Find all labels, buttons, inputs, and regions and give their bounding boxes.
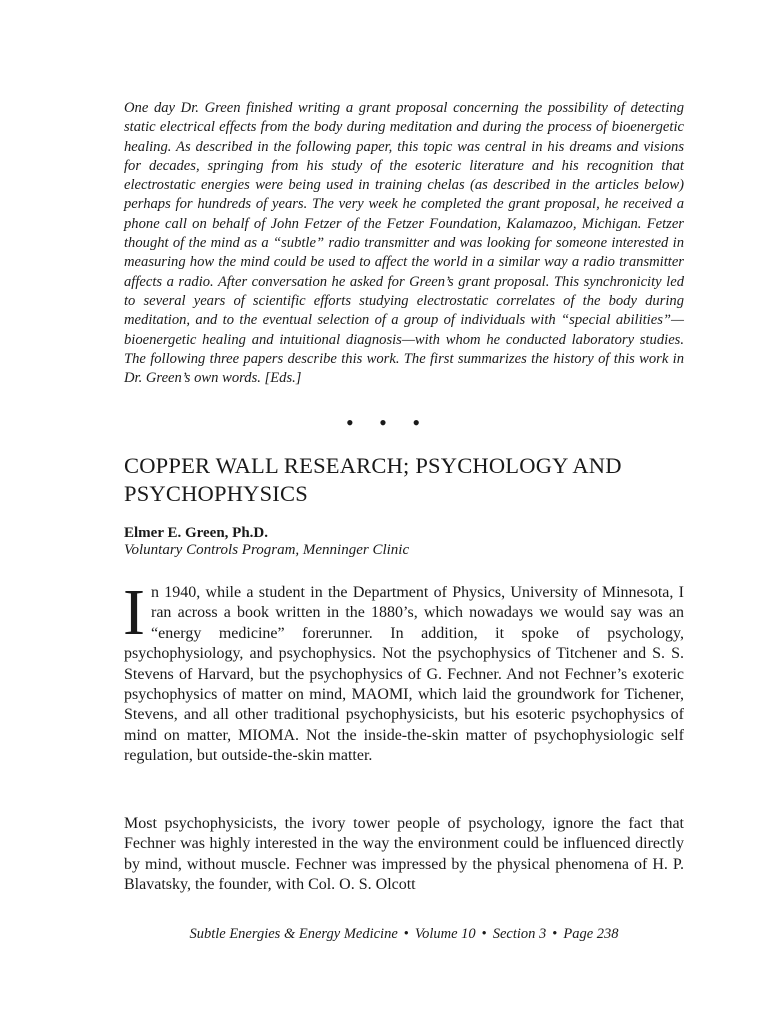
footer-bullet: • <box>481 926 487 942</box>
article-title: COPPER WALL RESEARCH; PSYCHOLOGY AND PSYCHOPHYSICS <box>124 453 622 506</box>
footer-journal: Subtle Energies & Energy Medicine <box>189 926 398 942</box>
footer-section: Section 3 <box>492 926 547 942</box>
body-paragraph-2: Most psychophysicists, the ivory tower people of psychology, ignore the fact that Fechner was highly interested in the way the environment could be influenced directly by mind, without muscle. Fechner was impressed by the physical phenomena of H. P. Blavatsky, the founder, with Col. O. S. Olcott <box>124 815 684 894</box>
footer-volume: Volume 10 <box>414 926 476 942</box>
footer-page: Page 238 <box>563 926 619 942</box>
author-affiliation: Voluntary Controls Program, Menninger Clinic <box>124 542 410 558</box>
section-separator: • • • <box>345 410 431 435</box>
drop-cap: I <box>123 576 145 649</box>
paragraph-1-text: n 1940, while a student in the Department of Physics, University of Minnesota, I ran across a book written in the 1880’s, which nowadays we would say was an “energy medicine” forerunner. In addition, it spoke of psychology, psychophysiology, and psychophysics. Not the psychophysics of Titchener and S. S. Stevens of Harvard, but the psychophysics of G. Fechner. And not Fechner’s exoteric psychophysics of matter on mind, MAOMI, which laid the groundwork for Tichener, Stevens, and all other traditional psychophysicists, but his esoteric psychophysics of mind on matter, MIOMA. Not the inside-the-skin matter of psychophysiologic self regulation, but outside-the-skin matter. <box>124 584 684 765</box>
editor-intro: One day Dr. Green finished writing a grant proposal concerning the possibility of detecting static electrical effects from the body during meditation and during the process of bioenergetic healing. As described in the following paper, this topic was central in his dreams and visions for decades, springing from his study of the esoteric literature and his recognition that electrostatic energies were being used in training chelas (as described in the articles below) perhaps for hundreds of years. The very week he completed the grant proposal, he received a phone call on behalf of John Fetzer of the Fetzer Foundation, Kalamazoo, Michigan. Fetzer thought of the mind as a “subtle” radio transmitter and was looking for someone interested in measuring how the mind could be used to affect the world in a similar way a radio transmitter affects a radio. After conversation he asked for Green’s grant proposal. This synchronicity led to several years of scientific efforts studying electrostatic correlates of the body during meditation, and to the eventual selection of a group of individuals with “special abilities”—bioenergetic healing and intuitional diagnosis—with whom he conducted laboratory studies. The following three papers describe this work. The first summarizes the history of this work in Dr. Green’s own words. [Eds.] <box>124 100 684 387</box>
author-name: Elmer E. Green, Ph.D. <box>124 525 269 541</box>
body-paragraph-1 <box>123 576 684 767</box>
page-footer <box>124 926 684 943</box>
footer-bullet: • <box>403 926 409 942</box>
footer-bullet: • <box>552 926 558 942</box>
